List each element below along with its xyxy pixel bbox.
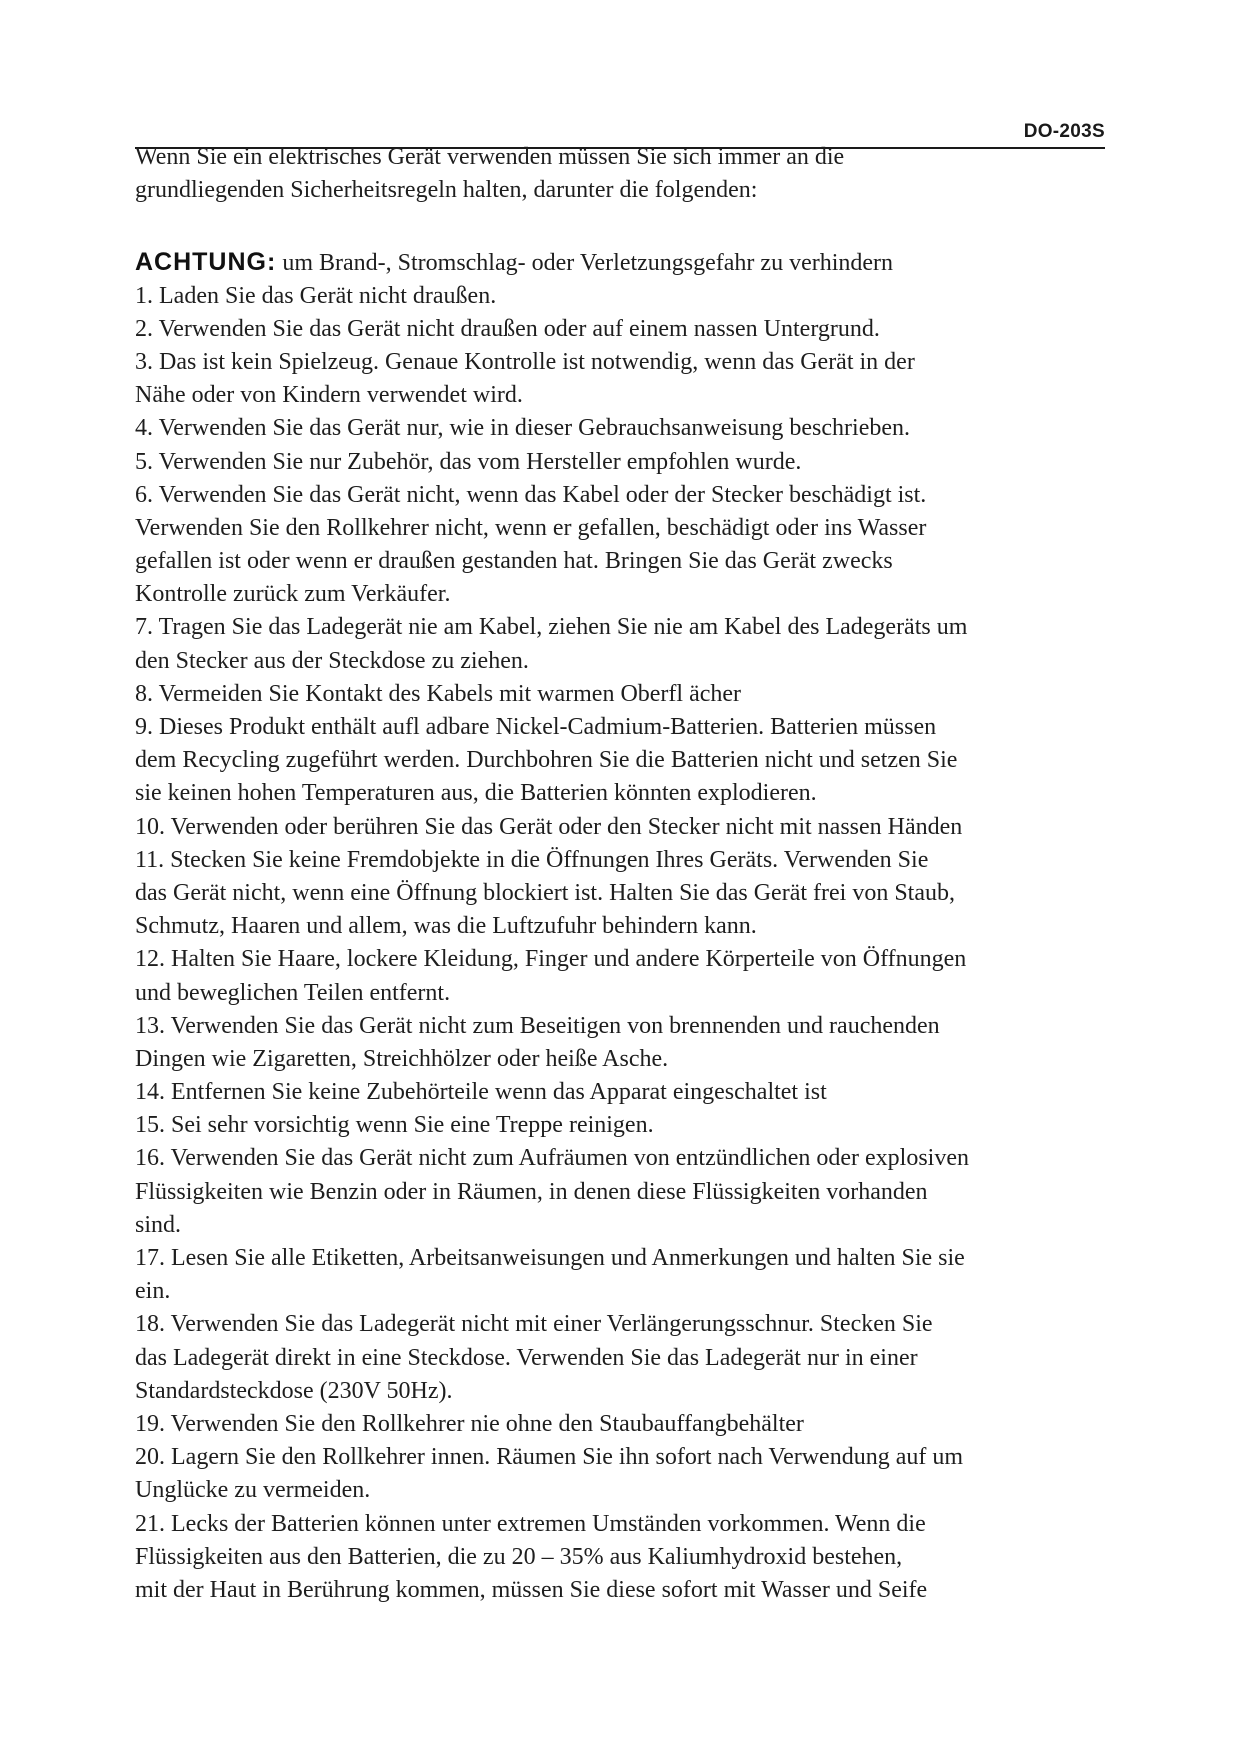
instruction-line: Kontrolle zurück zum Verkäufer. (135, 581, 451, 608)
instruction-line: Flüssigkeiten aus den Batterien, die zu 20 – 35% aus Kaliumhydroxid bestehen, (135, 1543, 903, 1570)
instruction-line: 8. Vermeiden Sie Kontakt des Kabels mit warmen Oberfl ächer (135, 680, 742, 707)
instruction-line: 3. Das ist kein Spielzeug. Genaue Kontrolle ist notwendig, wenn das Gerät in der (135, 348, 915, 375)
instruction-line: das Ladegerät direkt in eine Steckdose. Verwenden Sie das Ladegerät nur in einer (135, 1344, 918, 1371)
instruction-line: 13. Verwenden Sie das Gerät nicht zum Beseitigen von brennenden und rauchenden (135, 1012, 940, 1039)
instruction-line: Verwenden Sie den Rollkehrer nicht, wenn er gefallen, beschädigt oder ins Wasser (135, 514, 927, 541)
instruction-line: gefallen ist oder wenn er draußen gestanden hat. Bringen Sie das Gerät zwecks (135, 548, 893, 575)
instruction-line: 12. Halten Sie Haare, lockere Kleidung, Finger und andere Körperteile von Öffnungen (135, 946, 967, 973)
instruction-line: 20. Lagern Sie den Rollkehrer innen. Räumen Sie ihn sofort nach Verwendung auf um (135, 1444, 964, 1471)
instruction-line: ein. (135, 1278, 171, 1305)
instruction-line: 19. Verwenden Sie den Rollkehrer nie ohne den Staubauffangbehälter (135, 1410, 804, 1437)
instruction-line: sie keinen hohen Temperaturen aus, die Batterien könnten explodieren. (135, 780, 817, 807)
instruction-line: Unglücke zu vermeiden. (135, 1477, 371, 1504)
warning-label: ACHTUNG: (135, 248, 277, 277)
intro-line: grundliegenden Sicherheitsregeln halten, darunter die folgenden: (135, 177, 758, 204)
intro-line: Wenn Sie ein elektrisches Gerät verwenden müssen Sie sich immer an die (135, 144, 845, 170)
paragraph-gap (135, 207, 1125, 246)
instruction-line: und beweglichen Teilen entfernt. (135, 979, 451, 1006)
instruction-line: Dingen wie Zigaretten, Streichhölzer oder heiße Asche. (135, 1045, 669, 1072)
instruction-line: dem Recycling zugeführt werden. Durchbohren Sie die Batterien nicht und setzen Sie (135, 747, 958, 774)
instruction-line: 21. Lecks der Batterien können unter extremen Umständen vorkommen. Wenn die (135, 1510, 926, 1537)
model-code: DO-203S (1023, 121, 1105, 142)
instruction-line: 5. Verwenden Sie nur Zubehör, das vom Hersteller empfohlen wurde. (135, 448, 802, 475)
safety-instructions (135, 141, 1125, 1607)
instruction-line: 16. Verwenden Sie das Gerät nicht zum Aufräumen von entzündlichen oder explosiven (135, 1145, 969, 1172)
instruction-line: Schmutz, Haaren und allem, was die Luftzufuhr behindern kann. (135, 913, 757, 940)
instruction-line: 17. Lesen Sie alle Etiketten, Arbeitsanweisungen und Anmerkungen und halten Sie sie (135, 1245, 965, 1271)
instruction-line: 6. Verwenden Sie das Gerät nicht, wenn das Kabel oder der Stecker beschädigt ist. (135, 481, 927, 508)
instruction-line: 14. Entfernen Sie keine Zubehörteile wenn das Apparat eingeschaltet ist (135, 1079, 827, 1106)
instruction-line: Nähe oder von Kindern verwendet wird. (135, 382, 523, 409)
instruction-line: sind. (135, 1211, 182, 1238)
instruction-line: 15. Sei sehr vorsichtig wenn Sie eine Treppe reinigen. (135, 1112, 654, 1139)
warning-line (135, 246, 1125, 279)
instruction-line: 1. Laden Sie das Gerät nicht draußen. (135, 282, 497, 309)
instruction-line: 11. Stecken Sie keine Fremdobjekte in die Öffnungen Ihres Geräts. Verwenden Sie (135, 846, 929, 873)
instruction-line: Flüssigkeiten wie Benzin oder in Räumen, in denen diese Flüssigkeiten vorhanden (135, 1178, 928, 1205)
warning-text: um Brand-, Stromschlag- oder Verletzungsgefahr zu verhindern (276, 250, 894, 277)
instruction-line: 2. Verwenden Sie das Gerät nicht draußen oder auf einem nassen Untergrund. (135, 315, 880, 342)
instruction-line: 18. Verwenden Sie das Ladegerät nicht mit einer Verlängerungsschnur. Stecken Sie (135, 1311, 933, 1338)
instruction-line: 7. Tragen Sie das Ladegerät nie am Kabel, ziehen Sie nie am Kabel des Ladegeräts um (135, 614, 968, 641)
instruction-line: mit der Haut in Berührung kommen, müssen Sie diese sofort mit Wasser und Seife (135, 1576, 928, 1603)
instruction-line: den Stecker aus der Steckdose zu ziehen. (135, 647, 529, 674)
instruction-line: Standardsteckdose (230V 50Hz). (135, 1377, 453, 1404)
instruction-line: 10. Verwenden oder berühren Sie das Gerät oder den Stecker nicht mit nassen Händen (135, 813, 963, 840)
instruction-line: 4. Verwenden Sie das Gerät nur, wie in dieser Gebrauchsanweisung beschrieben. (135, 415, 911, 442)
instruction-line: 9. Dieses Produkt enthält aufl adbare Nickel-Cadmium-Batterien. Batterien müssen (135, 714, 937, 740)
instruction-line: das Gerät nicht, wenn eine Öffnung blockiert ist. Halten Sie das Gerät frei von Staub, (135, 879, 955, 906)
